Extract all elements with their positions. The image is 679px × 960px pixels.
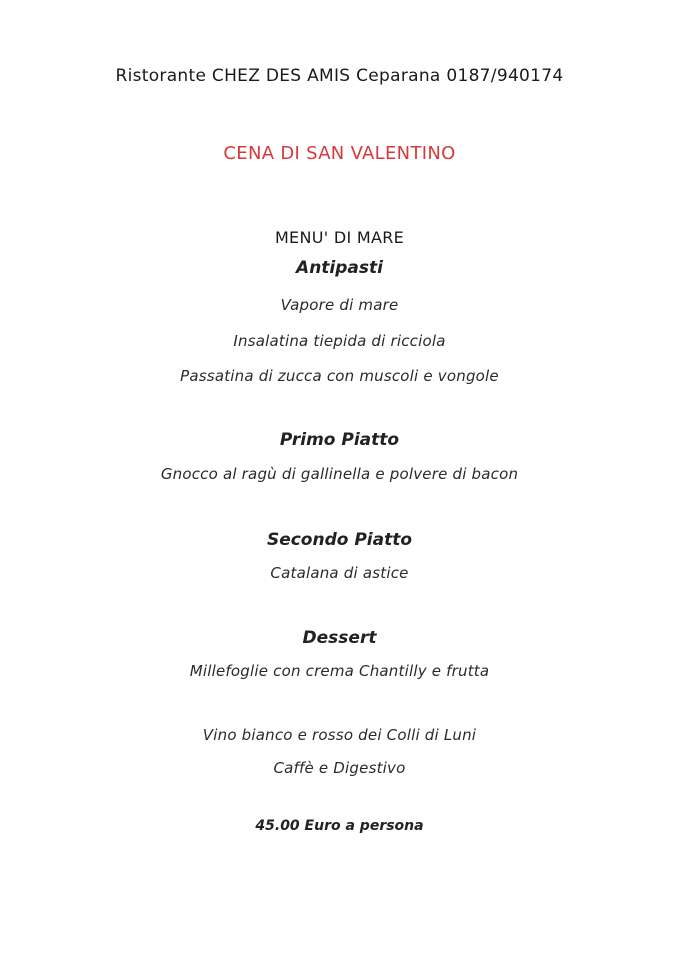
dish-item: Catalana di astice	[270, 564, 409, 582]
extras-coffee: Caffè e Digestivo	[273, 759, 406, 777]
dish-item: Vapore di mare	[280, 296, 399, 314]
dish-item: Insalatina tiepida di ricciola	[233, 332, 446, 350]
dish-item: Gnocco al ragù di gallinella e polvere di bacon	[160, 465, 519, 483]
dish-item: Millefoglie con crema Chantilly e frutta	[189, 662, 490, 680]
extras-wine: Vino bianco e rosso dei Colli di Luni	[202, 726, 477, 744]
course-heading-dessert: Dessert	[302, 628, 377, 648]
course-heading-primo: Primo Piatto	[279, 430, 400, 450]
course-heading-antipasti: Antipasti	[296, 258, 383, 278]
event-title: CENA DI SAN VALENTINO	[223, 143, 456, 164]
dish-item: Passatina di zucca con muscoli e vongole	[180, 367, 499, 385]
course-heading-secondo: Secondo Piatto	[266, 530, 413, 550]
price-line: 45.00 Euro a persona	[255, 818, 424, 834]
restaurant-header: Ristorante CHEZ DES AMIS Ceparana 0187/940174	[115, 66, 564, 86]
menu-title: MENU' DI MARE	[274, 228, 405, 247]
